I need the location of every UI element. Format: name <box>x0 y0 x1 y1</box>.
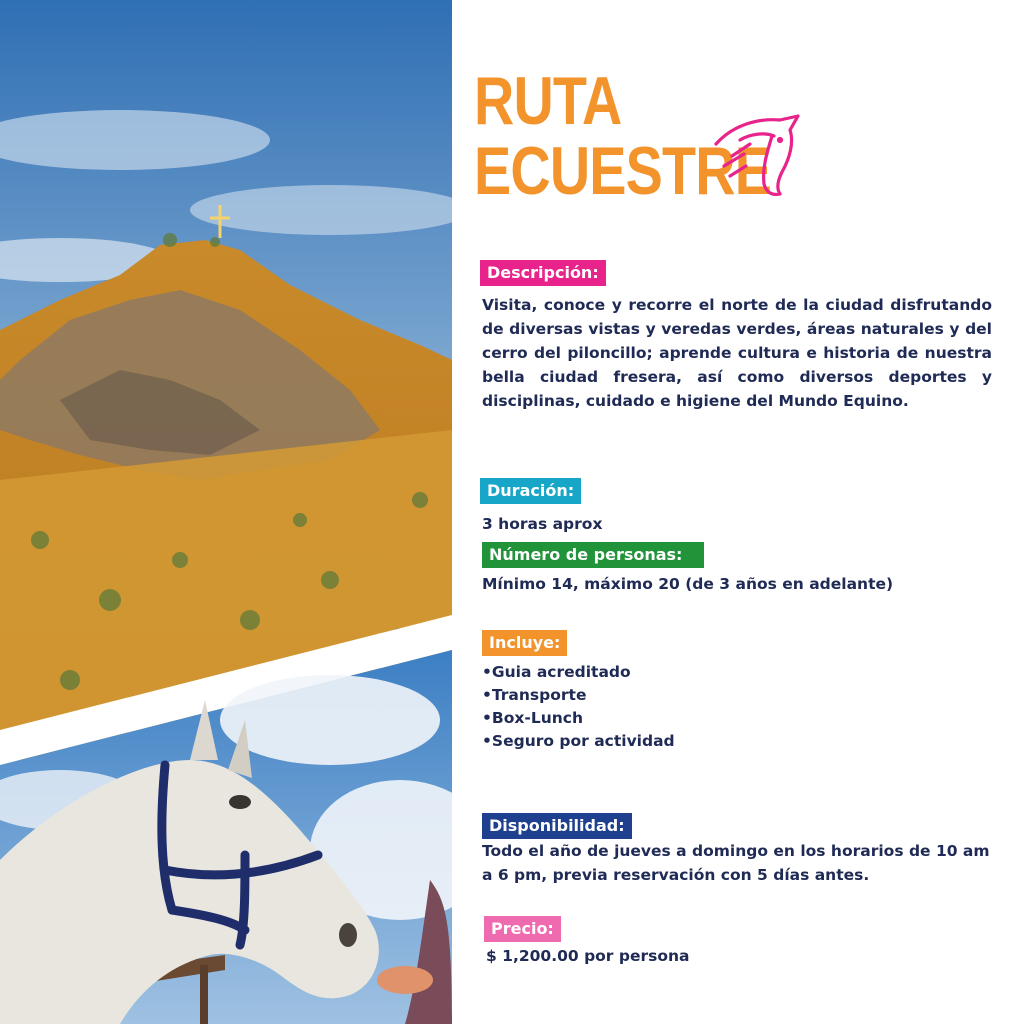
descripcion-label: Descripción: <box>480 260 606 286</box>
personas-label: Número de personas: <box>482 542 704 568</box>
title-line-1: RUTA <box>474 63 622 139</box>
title-line-2: ECUESTRE <box>474 133 772 209</box>
list-item: • Seguro por actividad <box>482 730 675 753</box>
list-item: • Box-Lunch <box>482 707 675 730</box>
incluye-list <box>482 661 675 753</box>
precio-text: $ 1,200.00 por persona <box>486 947 690 965</box>
disponibilidad-text: Todo el año de jueves a domingo en los horarios de 10 am a 6 pm, previa reservación con 5 días antes. <box>482 842 990 884</box>
duracion-text: 3 horas aprox <box>482 515 603 533</box>
descripcion-text: Visita, conoce y recorre el norte de la ciudad disfrutando de diversas vistas y veredas verdes, áreas naturales y del cerro del piloncillo; aprende cultura e historia de nuestra bella ciudad fresera, así como diversos deportes y disciplinas, cuidado e higiene del Mundo Equino. <box>482 296 992 410</box>
duracion-label: Duración: <box>480 478 581 504</box>
disponibilidad-label: Disponibilidad: <box>482 813 632 839</box>
incluye-label: Incluye: <box>482 630 567 656</box>
personas-text: Mínimo 14, máximo 20 (de 3 años en adelante) <box>482 575 894 593</box>
photo-panel <box>0 0 452 1024</box>
list-item: • Transporte <box>482 684 675 707</box>
precio-label: Precio: <box>484 916 561 942</box>
list-item: • Guia acreditado <box>482 661 675 684</box>
photo-collage <box>0 0 452 1024</box>
horse-head-icon <box>710 110 802 200</box>
